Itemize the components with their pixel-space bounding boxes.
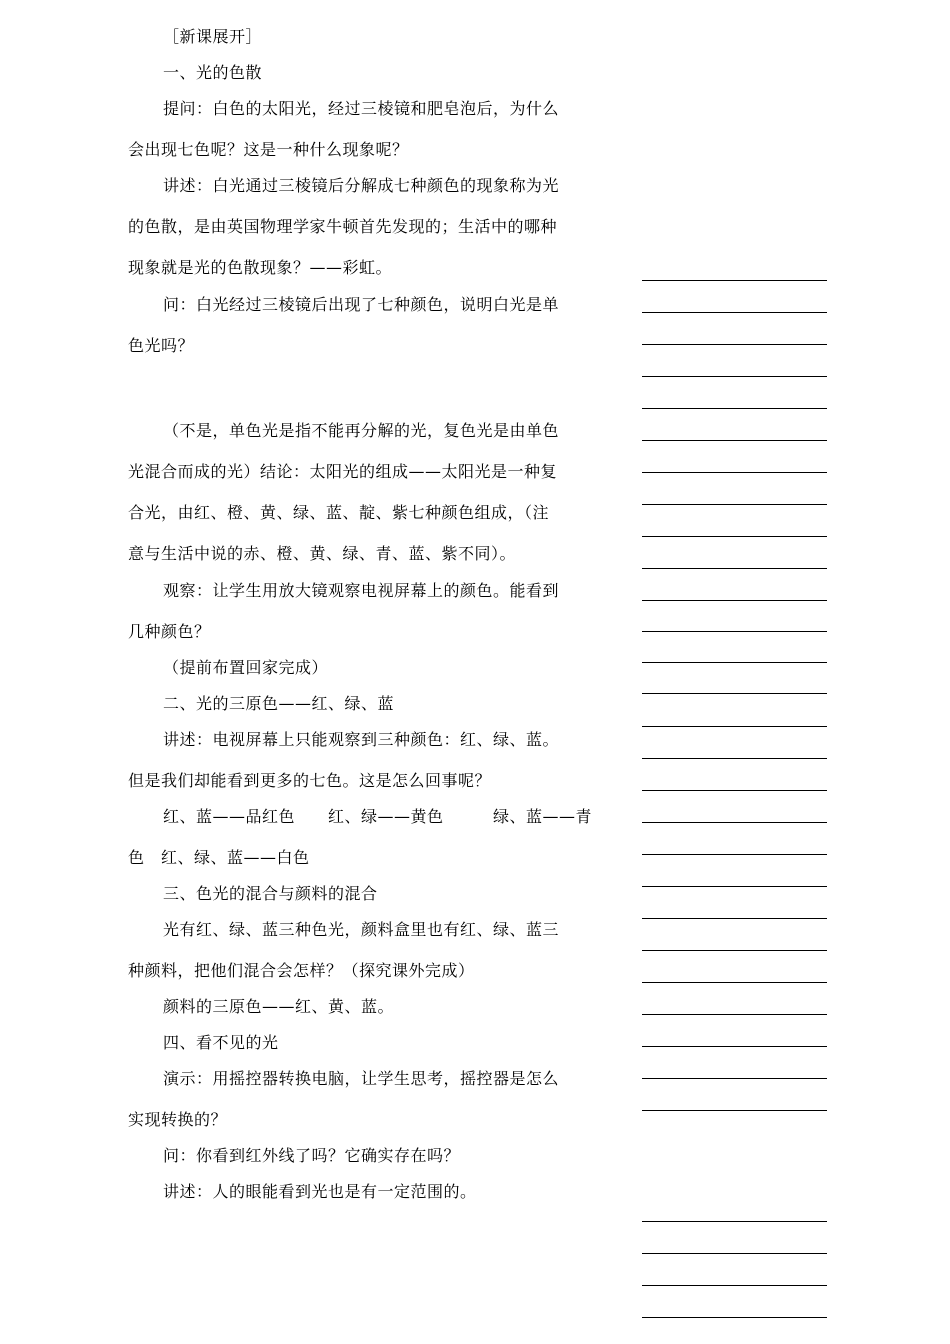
note-line: [642, 1221, 827, 1222]
paragraph-line: 讲述：白光通过三棱镜后分解成七种颜色的现象称为光: [163, 176, 560, 195]
paragraph-line: 色光吗？: [128, 336, 195, 355]
paragraph-line: （不是，单色光是指不能再分解的光，复色光是由单色: [163, 421, 560, 440]
subsection-heading: 二、光的三原色——红、绿、蓝: [163, 694, 395, 713]
paragraph-line: 的色散，是由英国物理学家牛顿首先发现的；生活中的哪种: [128, 217, 558, 236]
note-line: [642, 726, 827, 727]
note-line: [642, 662, 827, 663]
note-line: [642, 440, 827, 441]
note-line: [642, 790, 827, 791]
paragraph-line: 讲述：电视屏幕上只能观察到三种颜色：红、绿、蓝。: [163, 730, 560, 749]
subsection-heading: 三、色光的混合与颜料的混合: [163, 884, 378, 903]
note-line: [642, 1046, 827, 1047]
note-line: [642, 1078, 827, 1079]
note-line: [642, 312, 827, 313]
note-line: [642, 408, 827, 409]
paragraph-line: 种颜料，把他们混合会怎样？（探究课外完成）: [128, 961, 475, 980]
paragraph-line: 色 红、绿、蓝——白色: [128, 848, 310, 867]
paragraph-line: 讲述：人的眼能看到光也是有一定范围的。: [163, 1182, 477, 1201]
paragraph-line: 红、蓝——品红色 红、绿——黄色 绿、蓝——青: [163, 807, 593, 826]
note-line: [642, 886, 827, 887]
paragraph-line: 光混合而成的光）结论：太阳光的组成——太阳光是一种复: [128, 462, 558, 481]
note-line: [642, 1317, 827, 1318]
note-line: [642, 1014, 827, 1015]
paragraph-line: 问：你看到红外线了吗？它确实存在吗？: [163, 1146, 461, 1165]
note-line: [642, 568, 827, 569]
paragraph-line: 意与生活中说的赤、橙、黄、绿、青、蓝、紫不同）。: [128, 544, 517, 563]
note-line: [642, 854, 827, 855]
note-line: [642, 280, 827, 281]
paragraph-line: 颜料的三原色——红、黄、蓝。: [163, 997, 395, 1016]
note-line: [642, 950, 827, 951]
paragraph-line: 会出现七色呢？这是一种什么现象呢？: [128, 140, 409, 159]
subsection-heading: 一、光的色散: [163, 63, 263, 82]
paragraph-line: 演示：用摇控器转换电脑，让学生思考，摇控器是怎么: [163, 1069, 560, 1088]
note-line: [642, 536, 827, 537]
section-heading: ［新课展开］: [163, 27, 263, 46]
note-line: [642, 758, 827, 759]
note-line: [642, 376, 827, 377]
note-line: [642, 822, 827, 823]
note-line: [642, 1285, 827, 1286]
note-line: [642, 631, 827, 632]
paragraph-line: 实现转换的？: [128, 1110, 228, 1129]
note-line: [642, 693, 827, 694]
paragraph-line: 合光，由红、橙、黄、绿、蓝、靛、紫七种颜色组成，（注: [128, 503, 550, 522]
note-line: [642, 504, 827, 505]
paragraph-line: 问：白光经过三棱镜后出现了七种颜色，说明白光是单: [163, 295, 560, 314]
paragraph-line: 但是我们却能看到更多的七色。这是怎么回事呢？: [128, 771, 492, 790]
paragraph-line: （提前布置回家完成）: [163, 658, 329, 677]
note-line: [642, 1110, 827, 1111]
note-line: [642, 344, 827, 345]
note-line: [642, 982, 827, 983]
paragraph-line: 提问：白色的太阳光，经过三棱镜和肥皂泡后，为什么: [163, 99, 560, 118]
paragraph-line: 观察：让学生用放大镜观察电视屏幕上的颜色。能看到: [163, 581, 560, 600]
note-line: [642, 918, 827, 919]
paragraph-line: 几种颜色？: [128, 622, 211, 641]
note-line: [642, 472, 827, 473]
note-line: [642, 600, 827, 601]
paragraph-line: 现象就是光的色散现象？——彩虹。: [128, 258, 393, 277]
subsection-heading: 四、看不见的光: [163, 1033, 279, 1052]
paragraph-line: 光有红、绿、蓝三种色光，颜料盒里也有红、绿、蓝三: [163, 920, 560, 939]
note-line: [642, 1253, 827, 1254]
